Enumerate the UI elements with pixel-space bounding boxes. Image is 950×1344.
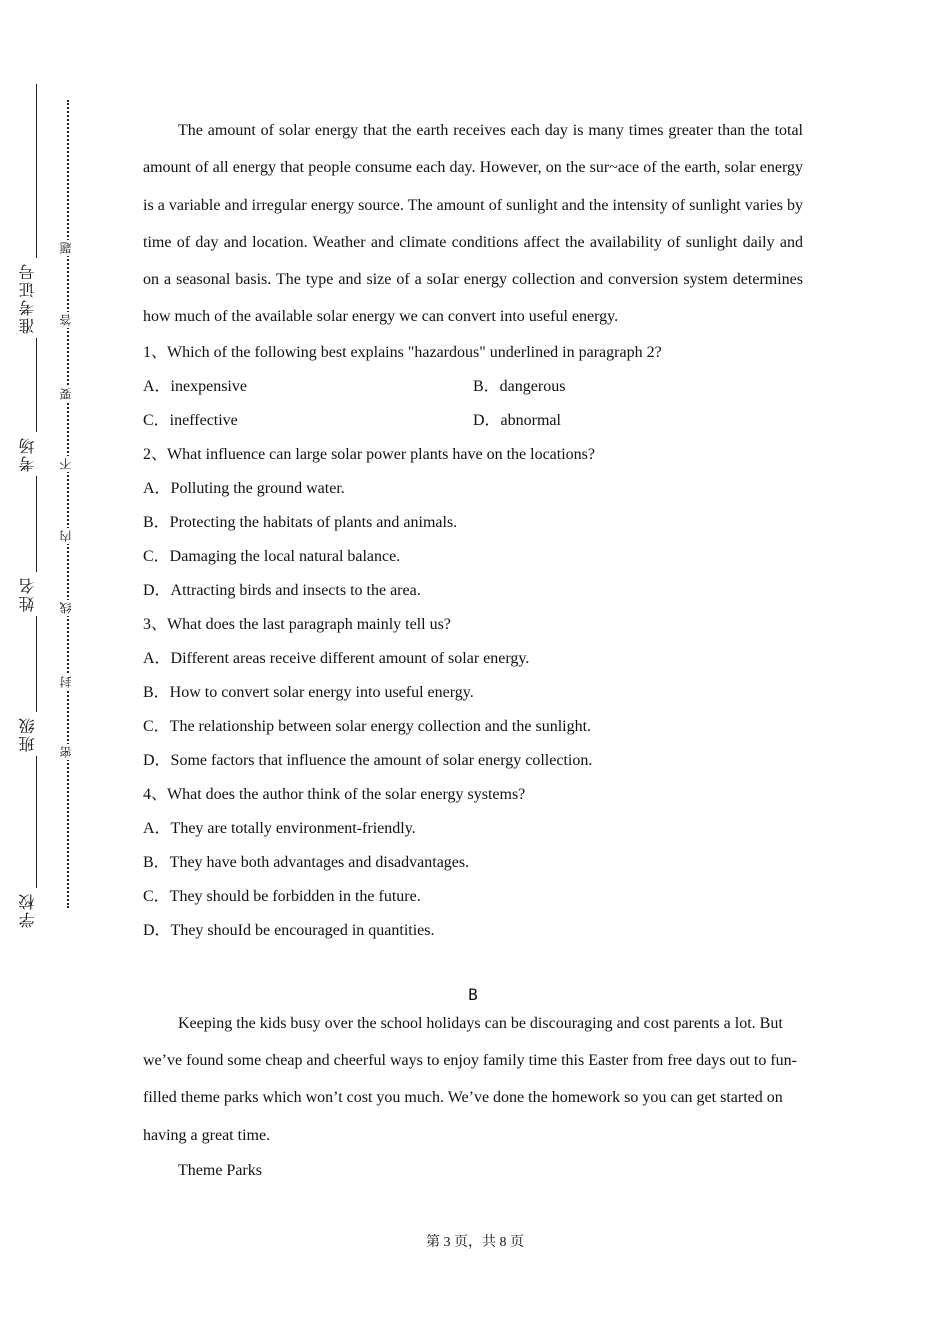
option-c: C．The relationship between solar energy collection and the sunlight. <box>143 717 592 735</box>
seal-char: 内 <box>59 528 77 544</box>
passage-paragraph: The amount of solar energy that the earth receives each day is many times greater than the total amount of all energy that people consume each day. However, on the sur~ace of the earth, solar energy is a variable and irregular energy source. The amount of sunlight and the intensity of sunlight varies by time of day and location. Weather and climate conditions affect the availability of sunlight daily and on a seasonal basis. The type and size of a soIar energy collection and conversion system determines how much of the available solar energy we can convert into useful energy. <box>143 122 803 326</box>
exam-id-field-label: 准考证号 <box>20 258 48 338</box>
name-field-label: 姓名 <box>20 572 48 616</box>
exam-room-field-label: 考场 <box>20 432 48 476</box>
option-b: B．dangerous <box>473 377 566 395</box>
option-c: C．They should be forbidden in the future. <box>143 887 421 905</box>
seal-char: 要 <box>59 386 77 402</box>
option-row <box>143 404 803 438</box>
option-a: A．They are totally environment-friendly. <box>143 819 416 837</box>
binding-line <box>36 84 37 926</box>
option-c: C．ineffective <box>143 411 238 429</box>
school-field-label: 学校 <box>20 888 48 932</box>
option-b: B．Protecting the habitats of plants and animals. <box>143 513 458 531</box>
section-b-subheading: Theme Parks <box>178 1161 262 1179</box>
question-stem: 4、What does the author think of the solar energy systems? <box>143 785 526 803</box>
option-a: A．inexpensive <box>143 377 247 395</box>
option-row <box>143 370 803 404</box>
seal-char: 不 <box>59 456 77 472</box>
class-field-label: 班级 <box>20 712 48 756</box>
question-stem: 2、What influence can large solar power plants have on the locations? <box>143 445 595 463</box>
seal-char: 题 <box>59 240 77 256</box>
seal-char: 封 <box>59 674 77 690</box>
question-stem: 3、What does the last paragraph mainly tell us? <box>143 615 451 633</box>
option-d: D．They shouId be encouraged in quantities. <box>143 921 435 939</box>
seal-char: 答 <box>59 312 77 328</box>
option-b: B．How to convert solar energy into useful energy. <box>143 683 474 701</box>
option-a: A．Different areas receive different amount of solar energy. <box>143 649 530 667</box>
section-b-paragraph: Keeping the kids busy over the school holidays can be discouraging and cost parents a lot. But we’ve found some cheap and cheerful ways to enjoy family time this Easter from free days out to fun-filled theme parks which won’t cost you much. We’ve done the homework so you can get started on having a great time. <box>143 1014 798 1144</box>
option-d: D．abnormal <box>473 411 561 429</box>
option-d: D．Attracting birds and insects to the area. <box>143 581 421 599</box>
seal-char: 密 <box>59 744 77 760</box>
seal-dotted-line <box>67 100 69 908</box>
option-d: D．Some factors that influence the amount of solar energy collection. <box>143 751 593 769</box>
option-a: A．Polluting the ground water. <box>143 479 345 497</box>
question-stem: 1、Which of the following best explains "hazardous" underlined in paragraph 2? <box>143 343 662 361</box>
page-footer: 第 3 页，共 8 页 <box>426 1235 524 1250</box>
section-title: B <box>468 984 478 1004</box>
option-c: C．Damaging the local natural balance. <box>143 547 401 565</box>
page-content <box>143 112 803 1188</box>
seal-char: 线 <box>59 600 77 616</box>
option-b: B．They have both advantages and disadvantages. <box>143 853 470 871</box>
